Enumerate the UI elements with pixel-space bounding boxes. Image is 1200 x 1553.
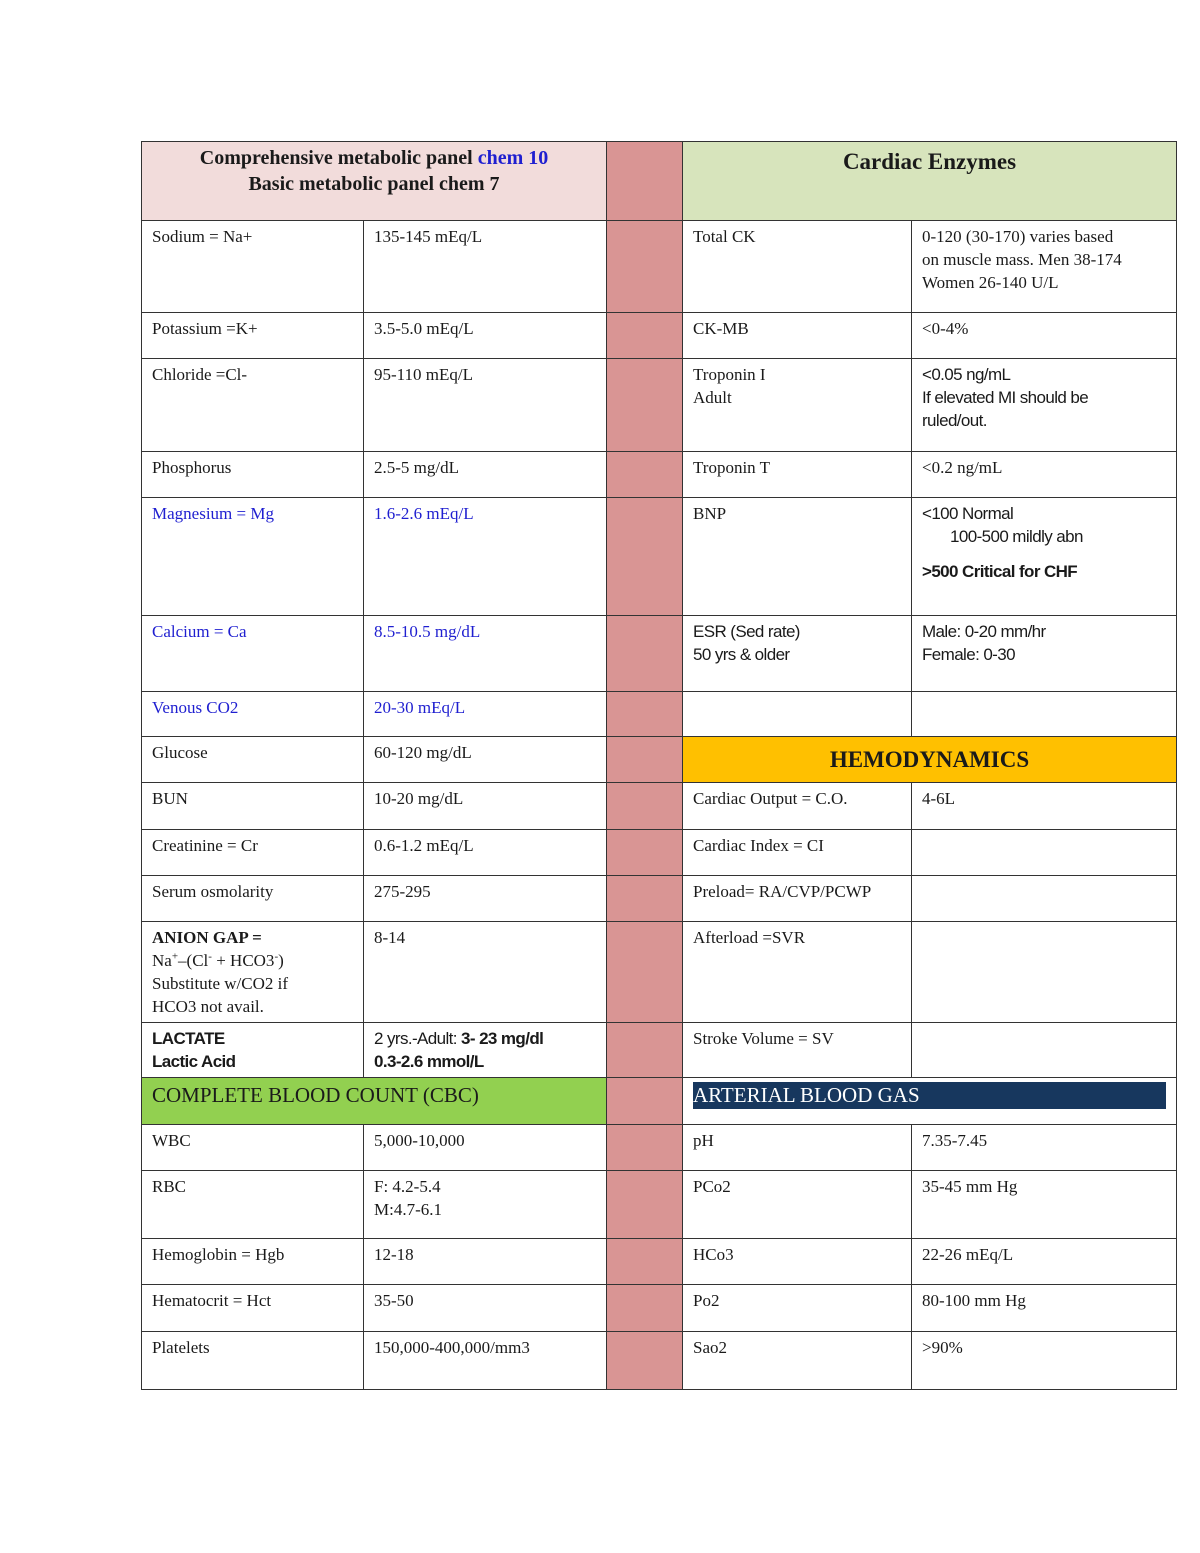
total-ck-value-line3: Women 26-140 U/L: [922, 273, 1059, 292]
lactate-label: LACTATE: [152, 1029, 225, 1048]
anion-gap-note-line1: Substitute w/CO2 if: [152, 974, 289, 993]
sodium-value: 135-145 mEq/L: [364, 221, 607, 313]
spacer-column: [607, 1285, 683, 1332]
ck-mb-value: <0-4%: [912, 313, 1177, 359]
troponin-t-value: <0.2 ng/mL: [912, 452, 1177, 498]
chloride-name: Chloride =Cl-: [142, 359, 364, 452]
total-ck-value: [912, 221, 1177, 313]
phosphorus-value: 2.5-5 mg/dL: [364, 452, 607, 498]
afterload-value: [912, 922, 1177, 1023]
spacer-column: [607, 830, 683, 876]
bnp-value-line2: 100-500 mildly abn: [950, 527, 1083, 546]
troponin-i-name: [683, 359, 912, 452]
cmp-header: [142, 142, 607, 221]
bnp-critical-value: >500 Critical for CHF: [922, 562, 1078, 581]
esr-age-label: 50 yrs & older: [693, 645, 790, 664]
troponin-i-value-line1: <0.05 ng/mL: [922, 365, 1011, 384]
table-row: [142, 876, 1177, 922]
osmolarity-value: 275-295: [364, 876, 607, 922]
table-row: [142, 1285, 1177, 1332]
spacer-column: [607, 1023, 683, 1078]
magnesium-value: 1.6-2.6 mEq/L: [364, 498, 607, 616]
preload-value: [912, 876, 1177, 922]
rbc-value: [364, 1171, 607, 1239]
preload-name: Preload= RA/CVP/PCWP: [683, 876, 912, 922]
troponin-i-adult-label: Adult: [693, 388, 732, 407]
ph-value: 7.35-7.45: [912, 1125, 1177, 1171]
lactate-mmol-value: 0.3-2.6 mmol/L: [374, 1052, 484, 1071]
hemoglobin-name: Hemoglobin = Hgb: [142, 1239, 364, 1285]
spacer-column: [607, 692, 683, 737]
creatinine-name: Creatinine = Cr: [142, 830, 364, 876]
potassium-name: Potassium =K+: [142, 313, 364, 359]
spacer-column: [607, 498, 683, 616]
sao2-name: Sao2: [683, 1332, 912, 1390]
bmp-title: Basic metabolic panel chem 7: [248, 173, 500, 195]
table-row: [142, 1332, 1177, 1390]
formula-hco3: + HCO3: [211, 951, 275, 970]
rbc-value-female: F: 4.2-5.4: [374, 1177, 441, 1196]
creatinine-value: 0.6-1.2 mEq/L: [364, 830, 607, 876]
phosphorus-name: Phosphorus: [142, 452, 364, 498]
potassium-value: 3.5-5.0 mEq/L: [364, 313, 607, 359]
spacer-column: [607, 1125, 683, 1171]
glucose-value: 60-120 mg/dL: [364, 737, 607, 783]
cardiac-index-value: [912, 830, 1177, 876]
cmp-title: Comprehensive metabolic panel: [199, 147, 478, 169]
hco3-value: 22-26 mEq/L: [912, 1239, 1177, 1285]
spacer-column: [607, 783, 683, 830]
abg-header-label: ARTERIAL BLOOD GAS: [693, 1083, 920, 1107]
esr-value: [912, 616, 1177, 692]
abg-header-cell: [683, 1078, 1177, 1125]
spacer-column: [607, 876, 683, 922]
bnp-value-line1: <100 Normal: [922, 504, 1014, 523]
table-row: [142, 737, 1177, 783]
anion-gap-value: 8-14: [364, 922, 607, 1023]
total-ck-value-line1: 0-120 (30-170) varies based: [922, 227, 1114, 246]
ph-name: pH: [683, 1125, 912, 1171]
troponin-i-value-line2: If elevated MI should be: [922, 388, 1089, 407]
table-row: [142, 1171, 1177, 1239]
empty-cell: [683, 692, 912, 737]
bnp-name: BNP: [683, 498, 912, 616]
po2-value: 80-100 mm Hg: [912, 1285, 1177, 1332]
table-row: [142, 1078, 1177, 1125]
hematocrit-value: 35-50: [364, 1285, 607, 1332]
hemoglobin-value: 12-18: [364, 1239, 607, 1285]
spacer-column: [607, 452, 683, 498]
spacer-column: [607, 142, 683, 221]
lab-values-table: [141, 141, 1177, 1390]
wbc-name: WBC: [142, 1125, 364, 1171]
esr-value-male: Male: 0-20 mm/hr: [922, 622, 1046, 641]
table-row: [142, 830, 1177, 876]
po2-name: Po2: [683, 1285, 912, 1332]
lactate-age-range: 2 yrs.-Adult:: [374, 1029, 462, 1048]
header-row: [142, 142, 1177, 221]
spacer-column: [607, 1239, 683, 1285]
lactate-value: [364, 1023, 607, 1078]
troponin-i-value: [912, 359, 1177, 452]
spacer-column: [607, 616, 683, 692]
esr-name: [683, 616, 912, 692]
lactic-acid-label: Lactic Acid: [152, 1052, 236, 1071]
calcium-name: Calcium = Ca: [142, 616, 364, 692]
anion-gap-label: ANION GAP =: [152, 928, 262, 947]
platelets-value: 150,000-400,000/mm3: [364, 1332, 607, 1390]
pco2-name: PCo2: [683, 1171, 912, 1239]
venous-co2-value: 20-30 mEq/L: [364, 692, 607, 737]
cbc-header: COMPLETE BLOOD COUNT (CBC): [142, 1078, 607, 1125]
osmolarity-name: Serum osmolarity: [142, 876, 364, 922]
table-row: [142, 1125, 1177, 1171]
spacer-column: [607, 1171, 683, 1239]
formula-cl-charge: -: [208, 950, 212, 963]
bun-value: 10-20 mg/dL: [364, 783, 607, 830]
table-row: [142, 783, 1177, 830]
hematocrit-name: Hematocrit = Hct: [142, 1285, 364, 1332]
spacer-column: [607, 359, 683, 452]
cardiac-output-value: 4-6L: [912, 783, 1177, 830]
sao2-value: >90%: [912, 1332, 1177, 1390]
platelets-name: Platelets: [142, 1332, 364, 1390]
table-row: [142, 313, 1177, 359]
table-row: [142, 452, 1177, 498]
stroke-volume-value: [912, 1023, 1177, 1078]
total-ck-name: Total CK: [683, 221, 912, 313]
spacer-column: [607, 922, 683, 1023]
troponin-i-label: Troponin I: [693, 365, 766, 384]
magnesium-name: Magnesium = Mg: [142, 498, 364, 616]
table-row: [142, 922, 1177, 1023]
formula-hco3-charge: -: [274, 950, 279, 963]
pco2-value: 35-45 mm Hg: [912, 1171, 1177, 1239]
anion-gap-formula: [152, 949, 353, 972]
venous-co2-name: Venous CO2: [142, 692, 364, 737]
rbc-value-male: M:4.7-6.1: [374, 1200, 442, 1219]
formula-na-charge: +: [171, 950, 179, 963]
glucose-name: Glucose: [142, 737, 364, 783]
formula-na: Na: [152, 951, 172, 970]
spacer-column: [607, 313, 683, 359]
bun-name: BUN: [142, 783, 364, 830]
chloride-value: 95-110 mEq/L: [364, 359, 607, 452]
table-row: [142, 359, 1177, 452]
spacer-column: [607, 221, 683, 313]
cardiac-enzymes-header: Cardiac Enzymes: [683, 142, 1177, 221]
lactate-name: [142, 1023, 364, 1078]
formula-close: ): [278, 951, 284, 970]
esr-value-female: Female: 0-30: [922, 645, 1015, 664]
hco3-name: HCo3: [683, 1239, 912, 1285]
table-row: [142, 498, 1177, 616]
empty-cell: [912, 692, 1177, 737]
table-row: [142, 1239, 1177, 1285]
abg-header: [693, 1082, 1166, 1109]
hemodynamics-header: HEMODYNAMICS: [683, 737, 1177, 783]
esr-label: ESR (Sed rate): [693, 622, 800, 641]
afterload-name: Afterload =SVR: [683, 922, 912, 1023]
bnp-value: [912, 498, 1177, 616]
calcium-value: 8.5-10.5 mg/dL: [364, 616, 607, 692]
table-row: [142, 616, 1177, 692]
rbc-name: RBC: [142, 1171, 364, 1239]
total-ck-value-line2: on muscle mass. Men 38-174: [922, 250, 1122, 269]
lactate-mg-value: 3- 23 mg/dl: [461, 1029, 544, 1048]
wbc-value: 5,000-10,000: [364, 1125, 607, 1171]
spacer-column: [607, 737, 683, 783]
ck-mb-name: CK-MB: [683, 313, 912, 359]
cmp-chem10-label: chem 10: [477, 147, 549, 169]
table-row: [142, 221, 1177, 313]
troponin-t-name: Troponin T: [683, 452, 912, 498]
spacer-column: [607, 1332, 683, 1390]
table-row: [142, 692, 1177, 737]
cardiac-output-name: Cardiac Output = C.O.: [683, 783, 912, 830]
stroke-volume-name: Stroke Volume = SV: [683, 1023, 912, 1078]
anion-gap-note-line2: HCO3 not avail.: [152, 997, 264, 1016]
formula-cl: –(Cl: [178, 951, 209, 970]
cardiac-index-name: Cardiac Index = CI: [683, 830, 912, 876]
sodium-name: Sodium = Na+: [142, 221, 364, 313]
table-row: [142, 1023, 1177, 1078]
anion-gap-name: [142, 922, 364, 1023]
spacer-column: [607, 1078, 683, 1125]
troponin-i-value-line3: ruled/out.: [922, 411, 987, 430]
